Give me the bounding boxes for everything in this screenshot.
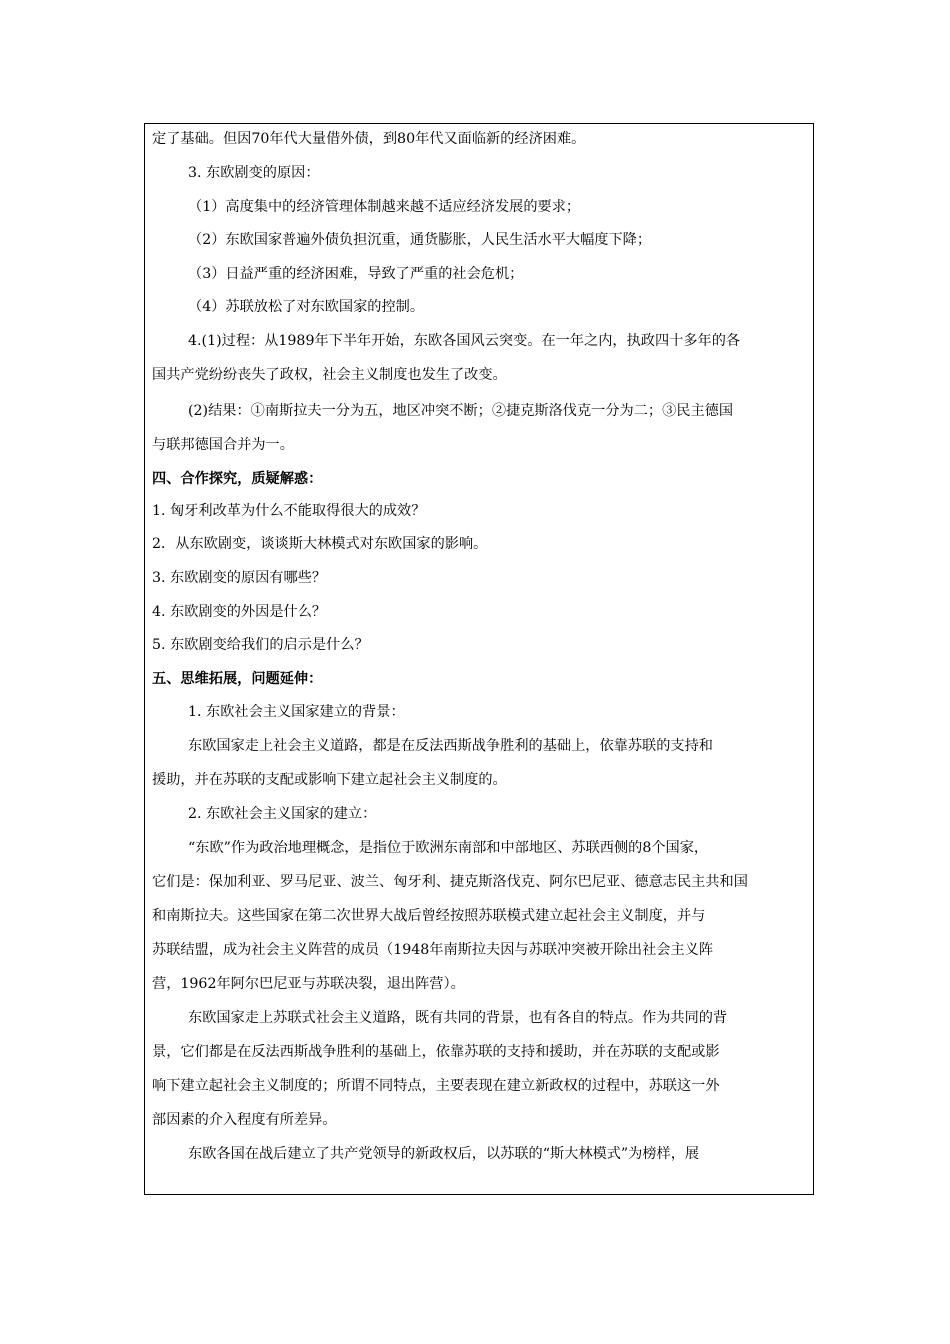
text-line: 响下建立起社会主义制度的；所谓不同特点，主要表现在建立新政权的过程中，苏联这一外 [152,1078,720,1094]
text-line: 4.(1)过程：从1989年下半年开始，东欧各国风云突变。在一年之内，执政四十多年的各 [188,333,741,349]
section-heading-four: 四、合作探究，质疑解惑： [152,471,323,487]
text-line: 定了基础。但因70年代大量借外债，到80年代又面临新的经济困难。 [152,131,586,147]
text-line: （3）日益严重的经济困难，导致了严重的社会危机； [188,266,524,282]
question-item: 2．从东欧剧变，谈谈斯大林模式对东欧国家的影响。 [152,536,488,552]
text-line: 国共产党纷纷丧失了政权，社会主义制度也发生了改变。 [152,367,507,383]
text-line: （1）高度集中的经济管理体制越来越不适应经济发展的要求； [188,199,581,215]
text-line: 1. 东欧社会主义国家建立的背景： [188,704,405,720]
question-item: 4. 东欧剧变的外因是什么？ [152,604,327,620]
question-item: 3. 东欧剧变的原因有哪些？ [152,570,327,586]
text-line: “东欧”作为政治地理概念，是指位于欧洲东南部和中部地区、苏联西侧的8个国家， [188,840,709,856]
text-line: 东欧国家走上社会主义道路，都是在反法西斯战争胜利的基础上，依靠苏联的支持和 [188,738,713,754]
text-line: 东欧各国在战后建立了共产党领导的新政权后，以苏联的“斯大林模式”为榜样，展 [188,1146,700,1162]
text-line: 和南斯拉夫。这些国家在第二次世界大战后曾经按照苏联模式建立起社会主义制度，并与 [152,908,706,924]
text-line: 景，它们都是在反法西斯战争胜利的基础上，依靠苏联的支持和援助，并在苏联的支配或影 [152,1044,720,1060]
text-line: 援助，并在苏联的支配或影响下建立起社会主义制度的。 [152,772,507,788]
text-line: （2）东欧国家普遍外债负担沉重，通货膨胀，人民生活水平大幅度下降； [188,232,652,248]
text-line: 营，1962年阿尔巴尼亚与苏联决裂，退出阵营）。 [152,976,465,992]
text-line: 部因素的介入程度有所差异。 [152,1112,337,1128]
text-line: 3. 东欧剧变的原因： [188,165,320,181]
text-line: 2. 东欧社会主义国家的建立： [188,806,377,822]
text-line: 苏联结盟，成为社会主义阵营的成员（1948年南斯拉夫因与苏联冲突被开除出社会主义阵 [152,942,714,958]
question-item: 1. 匈牙利改革为什么不能取得很大的成效？ [152,503,426,519]
text-line: 东欧国家走上苏联式社会主义道路，既有共同的背景，也有各自的特点。作为共同的背 [188,1010,728,1026]
question-item: 5. 东欧剧变给我们的启示是什么？ [152,637,369,653]
section-heading-five: 五、思维拓展，问题延伸： [152,671,323,687]
text-line: （4）苏联放松了对东欧国家的控制。 [188,299,425,315]
text-line: 与联邦德国合并为一。 [152,437,294,453]
text-line: (2)结果：①南斯拉夫一分为五，地区冲突不断；②捷克斯洛伐克一分为二；③民主德国 [188,403,734,419]
text-line: 它们是：保加利亚、罗马尼亚、波兰、匈牙利、捷克斯洛伐克、阿尔巴尼亚、德意志民主共和国 [152,874,748,890]
